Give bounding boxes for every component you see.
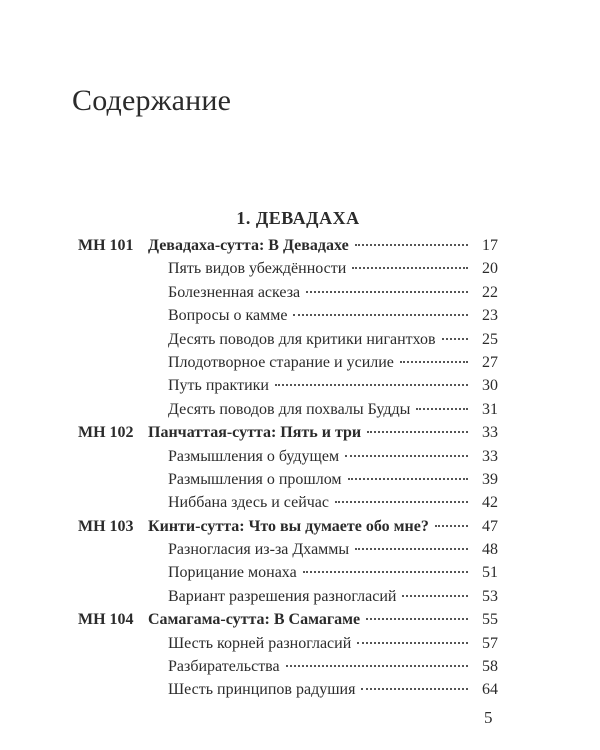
toc-sutta-entry xyxy=(78,515,498,538)
toc-page-number: 27 xyxy=(482,353,498,371)
toc-subsection-entry xyxy=(78,632,498,655)
toc-title: Разбирательства xyxy=(168,658,280,676)
toc-page-number: 22 xyxy=(482,283,498,301)
toc-page-number: 23 xyxy=(482,307,498,325)
toc-title: Разногласия из-за Дхаммы xyxy=(168,541,350,559)
dot-leader xyxy=(366,618,468,620)
toc-title: Десять поводов для критики нигантхов xyxy=(168,330,436,348)
toc-page-number: 51 xyxy=(482,564,498,582)
toc-title: Шесть принципов радушия xyxy=(168,681,356,699)
toc-entry-body xyxy=(148,491,498,514)
toc-page-number: 25 xyxy=(482,330,498,348)
toc-subsection-entry xyxy=(78,257,498,280)
page-title: Содержание xyxy=(72,84,232,117)
dot-leader xyxy=(357,642,468,644)
dot-leader xyxy=(286,665,468,667)
toc-entry-body xyxy=(148,351,498,374)
toc-page-number: 20 xyxy=(482,260,498,278)
table-of-contents xyxy=(78,234,498,702)
toc-subsection-entry xyxy=(78,445,498,468)
toc-subsection-entry xyxy=(78,351,498,374)
toc-title: Девадаха-сутта: В Девадахе xyxy=(148,237,349,254)
toc-page-number: 33 xyxy=(482,447,498,465)
toc-entry-body xyxy=(148,561,498,584)
toc-page-number: 58 xyxy=(482,658,498,676)
toc-entry-body xyxy=(148,468,498,491)
toc-page-number: 17 xyxy=(482,237,498,254)
toc-entry-body xyxy=(148,328,498,351)
dot-leader xyxy=(306,291,468,293)
toc-title: Размышления о прошлом xyxy=(168,470,342,488)
toc-subsection-entry xyxy=(78,491,498,514)
toc-sutta-entry xyxy=(78,608,498,631)
toc-entry-body xyxy=(148,655,498,678)
dot-leader xyxy=(352,267,468,269)
toc-title: Вариант разрешения разногласий xyxy=(168,587,397,605)
toc-subsection-entry xyxy=(78,281,498,304)
toc-entry-body xyxy=(148,374,498,397)
toc-page-number: 55 xyxy=(482,611,498,629)
page-number: 5 xyxy=(484,708,493,727)
toc-title: Самагама-сутта: В Самагаме xyxy=(148,611,361,629)
toc-entry-body xyxy=(148,421,498,444)
dot-leader xyxy=(400,361,468,363)
toc-title: Ниббана здесь и сейчас xyxy=(168,494,330,512)
toc-subsection-entry xyxy=(78,538,498,561)
toc-entry-body xyxy=(148,257,498,280)
toc-entry-body xyxy=(148,585,498,608)
toc-sutta-entry xyxy=(78,421,498,444)
toc-title: Панчаттая-сутта: Пять и три xyxy=(148,424,362,442)
toc-page-number: 64 xyxy=(482,681,498,699)
toc-entry-body xyxy=(148,304,498,327)
toc-entry-body xyxy=(148,281,498,304)
toc-page-number: 33 xyxy=(482,424,498,442)
dot-leader xyxy=(275,384,468,386)
toc-page-number: 47 xyxy=(482,517,498,535)
dot-leader xyxy=(435,525,468,527)
toc-title: Десять поводов для похвалы Будды xyxy=(168,400,411,418)
dot-leader xyxy=(335,501,468,503)
toc-title: Пять видов убеждённости xyxy=(168,260,347,278)
toc-title: Плодотворное старание и усилие xyxy=(168,353,394,371)
dot-leader xyxy=(416,408,468,410)
toc-title: Размышления о будущем xyxy=(168,447,340,465)
toc-entry-body xyxy=(148,445,498,468)
toc-subsection-entry xyxy=(78,398,498,421)
dot-leader xyxy=(348,478,468,480)
toc-title: Кинти-сутта: Что вы думаете обо мне? xyxy=(148,517,429,535)
toc-title: Вопросы о камме xyxy=(168,307,288,325)
toc-code: МН 104 xyxy=(78,611,134,629)
toc-entry-body xyxy=(148,234,498,257)
dot-leader xyxy=(345,455,468,457)
toc-subsection-entry xyxy=(78,304,498,327)
toc-code: МН 102 xyxy=(78,424,134,442)
toc-title: Порицание монаха xyxy=(168,564,297,582)
dot-leader xyxy=(303,571,468,573)
dot-leader xyxy=(367,431,468,433)
toc-title: Путь практики xyxy=(168,377,269,395)
toc-title: Шесть корней разногласий xyxy=(168,634,352,652)
toc-title: Болезненная аскеза xyxy=(168,283,301,301)
toc-subsection-entry xyxy=(78,655,498,678)
toc-subsection-entry xyxy=(78,585,498,608)
toc-page-number: 48 xyxy=(482,541,498,559)
toc-entry-body xyxy=(148,632,498,655)
toc-entry-body xyxy=(148,538,498,561)
toc-entry-body xyxy=(148,608,498,631)
dot-leader xyxy=(355,244,468,246)
dot-leader xyxy=(402,595,468,597)
dot-leader xyxy=(355,548,468,550)
toc-code: МН 103 xyxy=(78,517,134,535)
toc-page-number: 30 xyxy=(482,377,498,395)
toc-subsection-entry xyxy=(78,468,498,491)
toc-subsection-entry xyxy=(78,328,498,351)
toc-code: МН 101 xyxy=(78,237,134,254)
toc-page-number: 31 xyxy=(482,400,498,418)
toc-page-number: 53 xyxy=(482,587,498,605)
toc-subsection-entry xyxy=(78,561,498,584)
dot-leader xyxy=(442,338,468,340)
toc-page-number: 42 xyxy=(482,494,498,512)
toc-subsection-entry xyxy=(78,678,498,701)
toc-page-number: 39 xyxy=(482,470,498,488)
toc-subsection-entry xyxy=(78,374,498,397)
dot-leader xyxy=(293,314,468,316)
toc-entry-body xyxy=(148,678,498,701)
section-heading: 1. ДЕВАДАХА xyxy=(236,208,360,228)
toc-page-number: 57 xyxy=(482,634,498,652)
toc-entry-body xyxy=(148,515,498,538)
dot-leader xyxy=(361,688,468,690)
toc-sutta-entry xyxy=(78,234,498,257)
toc-entry-body xyxy=(148,398,498,421)
